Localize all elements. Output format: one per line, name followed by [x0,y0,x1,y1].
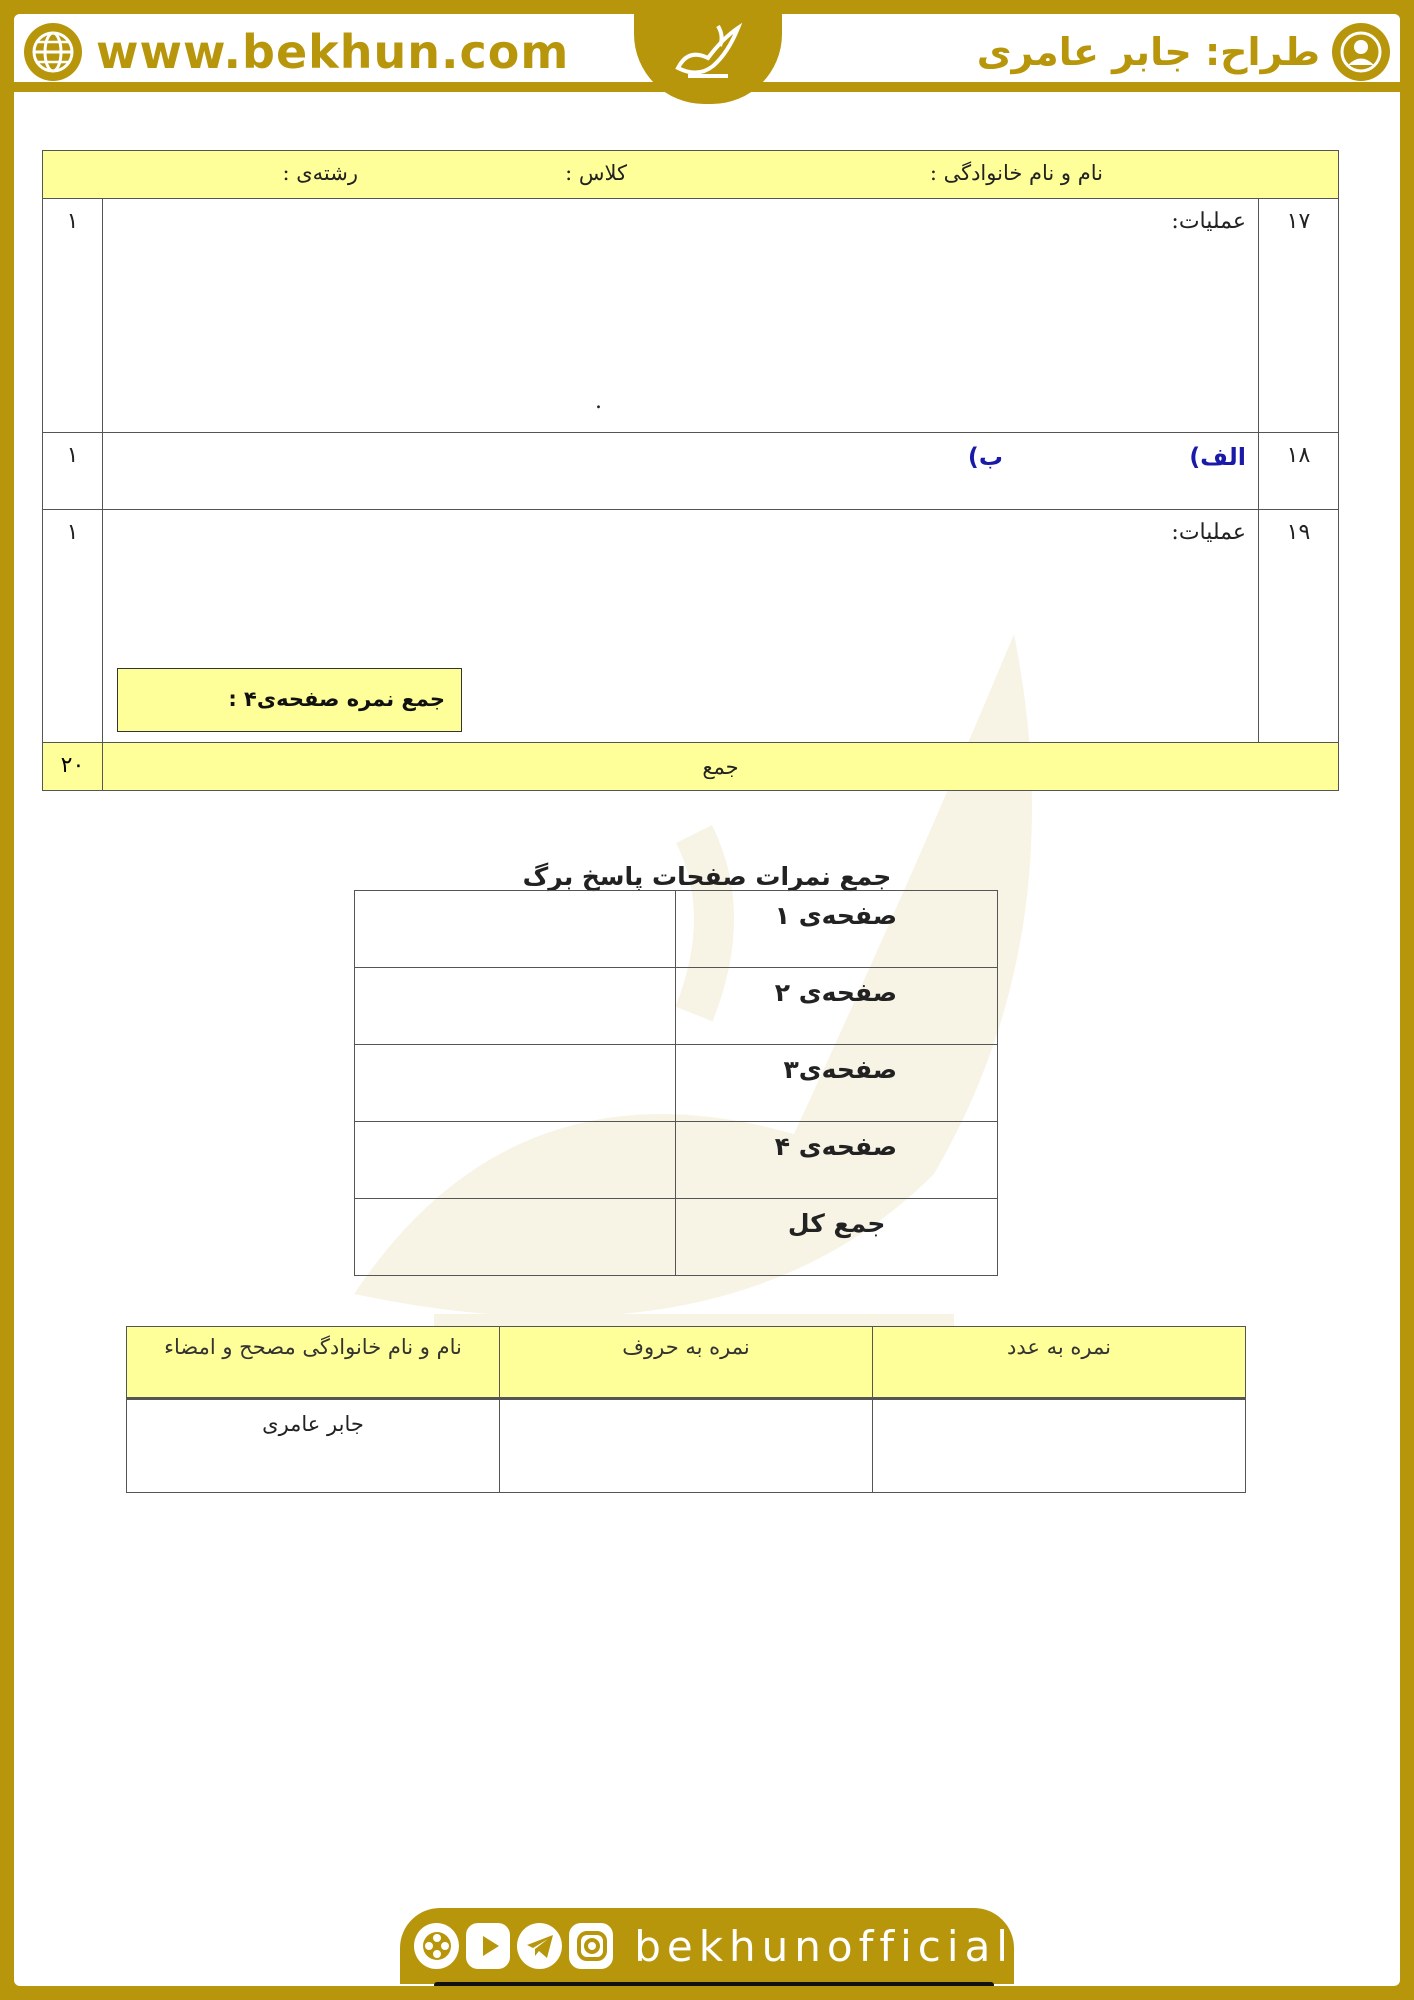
operations-label: عملیات: [1171,209,1246,234]
telegram-icon[interactable] [517,1923,562,1969]
total-value: ۲۰ [43,743,103,790]
question-number: ۱۸ [1258,433,1338,509]
total-row [43,743,1338,790]
summary-score-cell[interactable] [355,1122,676,1199]
grade-words-header: نمره به حروف [500,1327,873,1399]
logo [634,14,782,104]
summary-label: صفحه‌ی ۱ [676,891,998,968]
summary-label: صفحه‌ی ۲ [676,968,998,1045]
question-body [103,199,1258,432]
summary-score-cell[interactable] [355,891,676,968]
question-score: ۱ [43,433,103,509]
name-label: نام و نام خانوادگی : [929,161,1103,185]
question-row-19 [43,510,1338,743]
user-icon [1332,23,1390,81]
youtube-icon[interactable] [466,1923,511,1969]
summary-row [355,968,998,1045]
globe-icon [24,23,82,81]
grade-table [126,1326,1246,1493]
header [14,14,1400,92]
site-url[interactable]: www.bekhun.com [96,25,570,79]
summary-score-cell[interactable] [355,1199,676,1276]
part-alef-label: الف) [1189,443,1246,471]
summary-row [355,1045,998,1122]
question-body [103,510,1258,742]
field-label: رشته‌ی : [282,161,358,185]
author-name: طراح: جابر عامری [976,30,1320,74]
question-body [103,433,1258,509]
summary-label: صفحه‌ی۳ [676,1045,998,1122]
question-table [42,150,1339,791]
author [977,22,1390,82]
summary-row [355,891,998,968]
footer-shadow [434,1982,994,1986]
summary-score-cell[interactable] [355,968,676,1045]
operations-label: عملیات: [1171,520,1246,545]
grade-number-header: نمره به عدد [873,1327,1246,1399]
social-footer [400,1908,1014,1984]
part-be-label: ب) [967,443,1003,471]
corrector-header: نام و نام خانوادگی مصحح و امضاء [127,1327,500,1399]
question-score: ۱ [43,199,103,432]
summary-row [355,1199,998,1276]
question-row-18 [43,433,1338,510]
summary-label: صفحه‌ی ۴ [676,1122,998,1199]
social-handle[interactable]: bekhunofficial [634,1921,1014,1971]
site-link[interactable] [24,22,569,82]
summary-row [355,1122,998,1199]
page-sum-box: جمع نمره صفحه‌ی۴ : [117,668,462,732]
grade-words-cell[interactable] [500,1399,873,1493]
grade-number-cell[interactable] [873,1399,1246,1493]
corrector-name: جابر عامری [127,1399,500,1493]
summary-title: جمع نمرات صفحات پاسخ برگ [522,862,892,891]
question-row-17 [43,199,1338,433]
question-number: ۱۷ [1258,199,1338,432]
question-score: ۱ [43,510,103,742]
total-label: جمع [702,755,739,779]
summary-label: جمع کل [676,1199,998,1276]
summary-score-cell[interactable] [355,1045,676,1122]
instagram-icon[interactable] [569,1923,614,1969]
aparat-icon[interactable] [414,1923,459,1969]
dot-mark: . [595,389,602,414]
exam-page [14,14,1400,1986]
question-number: ۱۹ [1258,510,1338,742]
class-label: کلاس : [565,161,627,185]
student-info-row [43,151,1338,199]
summary-table [354,890,998,1276]
